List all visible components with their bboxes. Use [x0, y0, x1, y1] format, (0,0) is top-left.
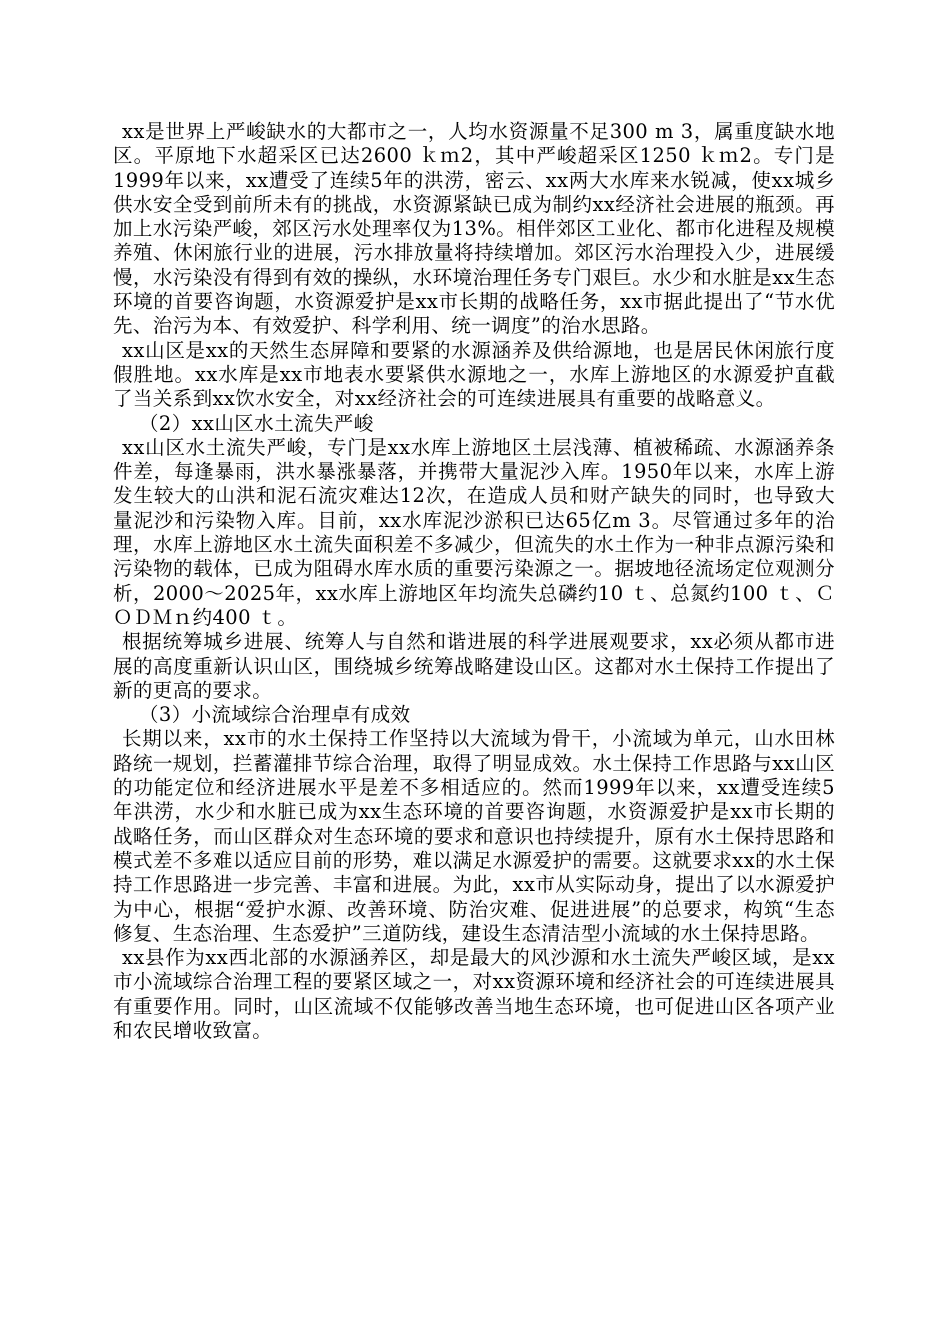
paragraph-urban-rural-planning: 根据统筹城乡进展、统筹人与自然和谐进展的科学进展观要求，xx必须从都市进展的高度重新认识山区，围绕城乡统筹战略建设山区。这都对水土保持工作提出了新的更高的要求。 [113, 630, 835, 702]
paragraph-soil-erosion: xx山区水土流失严峻，专门是xx水库上游地区土层浅薄、植被稀疏、水源涵养条件差，每逢暴雨，洪水暴涨暴落，并携带大量泥沙入库。1950年以来，水库上游发生较大的山洪和泥石流灾难达12次，在造成人员和财产缺失的同时，也导致大量泥沙和污染物入库。目前，xx水库泥沙淤积已达65亿m 3。尽管通过多年的治理，水库上游地区水土流失面积差不多减少，但流失的水土作为一种非点源污染和污染物的载体，已成为阻碍水库水质的重要污染源之一。据坡地径流场定位观测分析，2000～2025年，xx水库上游地区年均流失总磷约10 ｔ、总氮约100 ｔ、ＣＯＤＭｎ约400 ｔ。 [113, 435, 835, 629]
paragraph-county-role: xx县作为xx西北部的水源涵养区，却是最大的风沙源和水土流失严峻区域，是xx市小流域综合治理工程的要紧区域之一，对xx资源环境和经济社会的可连续进展具有重要作用。同时，山区流域不仅能够改善当地生态环境，也可促进山区各项产业和农民增收致富。 [113, 946, 835, 1042]
section-heading-watershed-management: （3）小流域综合治理卓有成效 [139, 703, 411, 727]
section-heading-soil-erosion: （2）xx山区水土流失严峻 [139, 411, 374, 435]
paragraph-water-shortage: xx是世界上严峻缺水的大都市之一，人均水资源量不足300 m 3，属重度缺水地区。平原地下水超采区已达2600 ｋｍ2，其中严峻超采区1250 ｋｍ2。专门是1999年以来，xx遭受了连续5年的洪涝，密云、xx两大水库来水锐减，使xx城乡供水安全受到前所未有的挑战，水资源紧缺已成为制约xx经济社会进展的瓶颈。再加上水污染严峻，郊区污水处理率仅为13%。相伴郊区工业化、都市化进程及规模养殖、休闲旅行业的进展，污水排放量将持续增加。郊区污水治理投入少，进展缓慢，水污染没有得到有效的操纵，水环境治理任务专门艰巨。水少和水脏是xx生态环境的首要咨询题，水资源爱护是xx市长期的战略任务，xx市据此提出了“节水优先、治污为本、有效爱护、科学利用、统一调度”的治水思路。 [113, 120, 835, 338]
paragraph-mountain-area: xx山区是xx的天然生态屏障和要紧的水源涵养及供给源地，也是居民休闲旅行度假胜地。xx水库是xx市地表水要紧供水源地之一，水库上游地区的水源爱护直截了当关系到xx饮水安全，对xx经济社会的可连续进展具有重要的战略意义。 [113, 338, 835, 411]
paragraph-conservation-approach: 长期以来，xx市的水土保持工作坚持以大流域为骨干，小流域为单元，山水田林路统一规划，拦蓄灌排节综合治理，取得了明显成效。水土保持工作思路与xx山区的功能定位和经济进展水平是差不多相适应的。然而1999年以来，xx遭受连续5年洪涝，水少和水脏已成为xx生态环境的首要咨询题，水资源爱护是xx市长期的战略任务，而山区群众对生态环境的要求和意识也持续提升，原有水土保持思路和模式差不多难以适应目前的形势，难以满足水源爱护的需要。这就要求xx的水土保持工作思路进一步完善、丰富和进展。为此，xx市从实际动身，提出了以水源爱护为中心，根据“爱护水源、改善环境、防治灾难、促进进展”的总要求，构筑“生态修复、生态治理、生态爱护”三道防线，建设生态清洁型小流域的水土保持思路。 [113, 727, 835, 945]
document-body [113, 120, 835, 1043]
